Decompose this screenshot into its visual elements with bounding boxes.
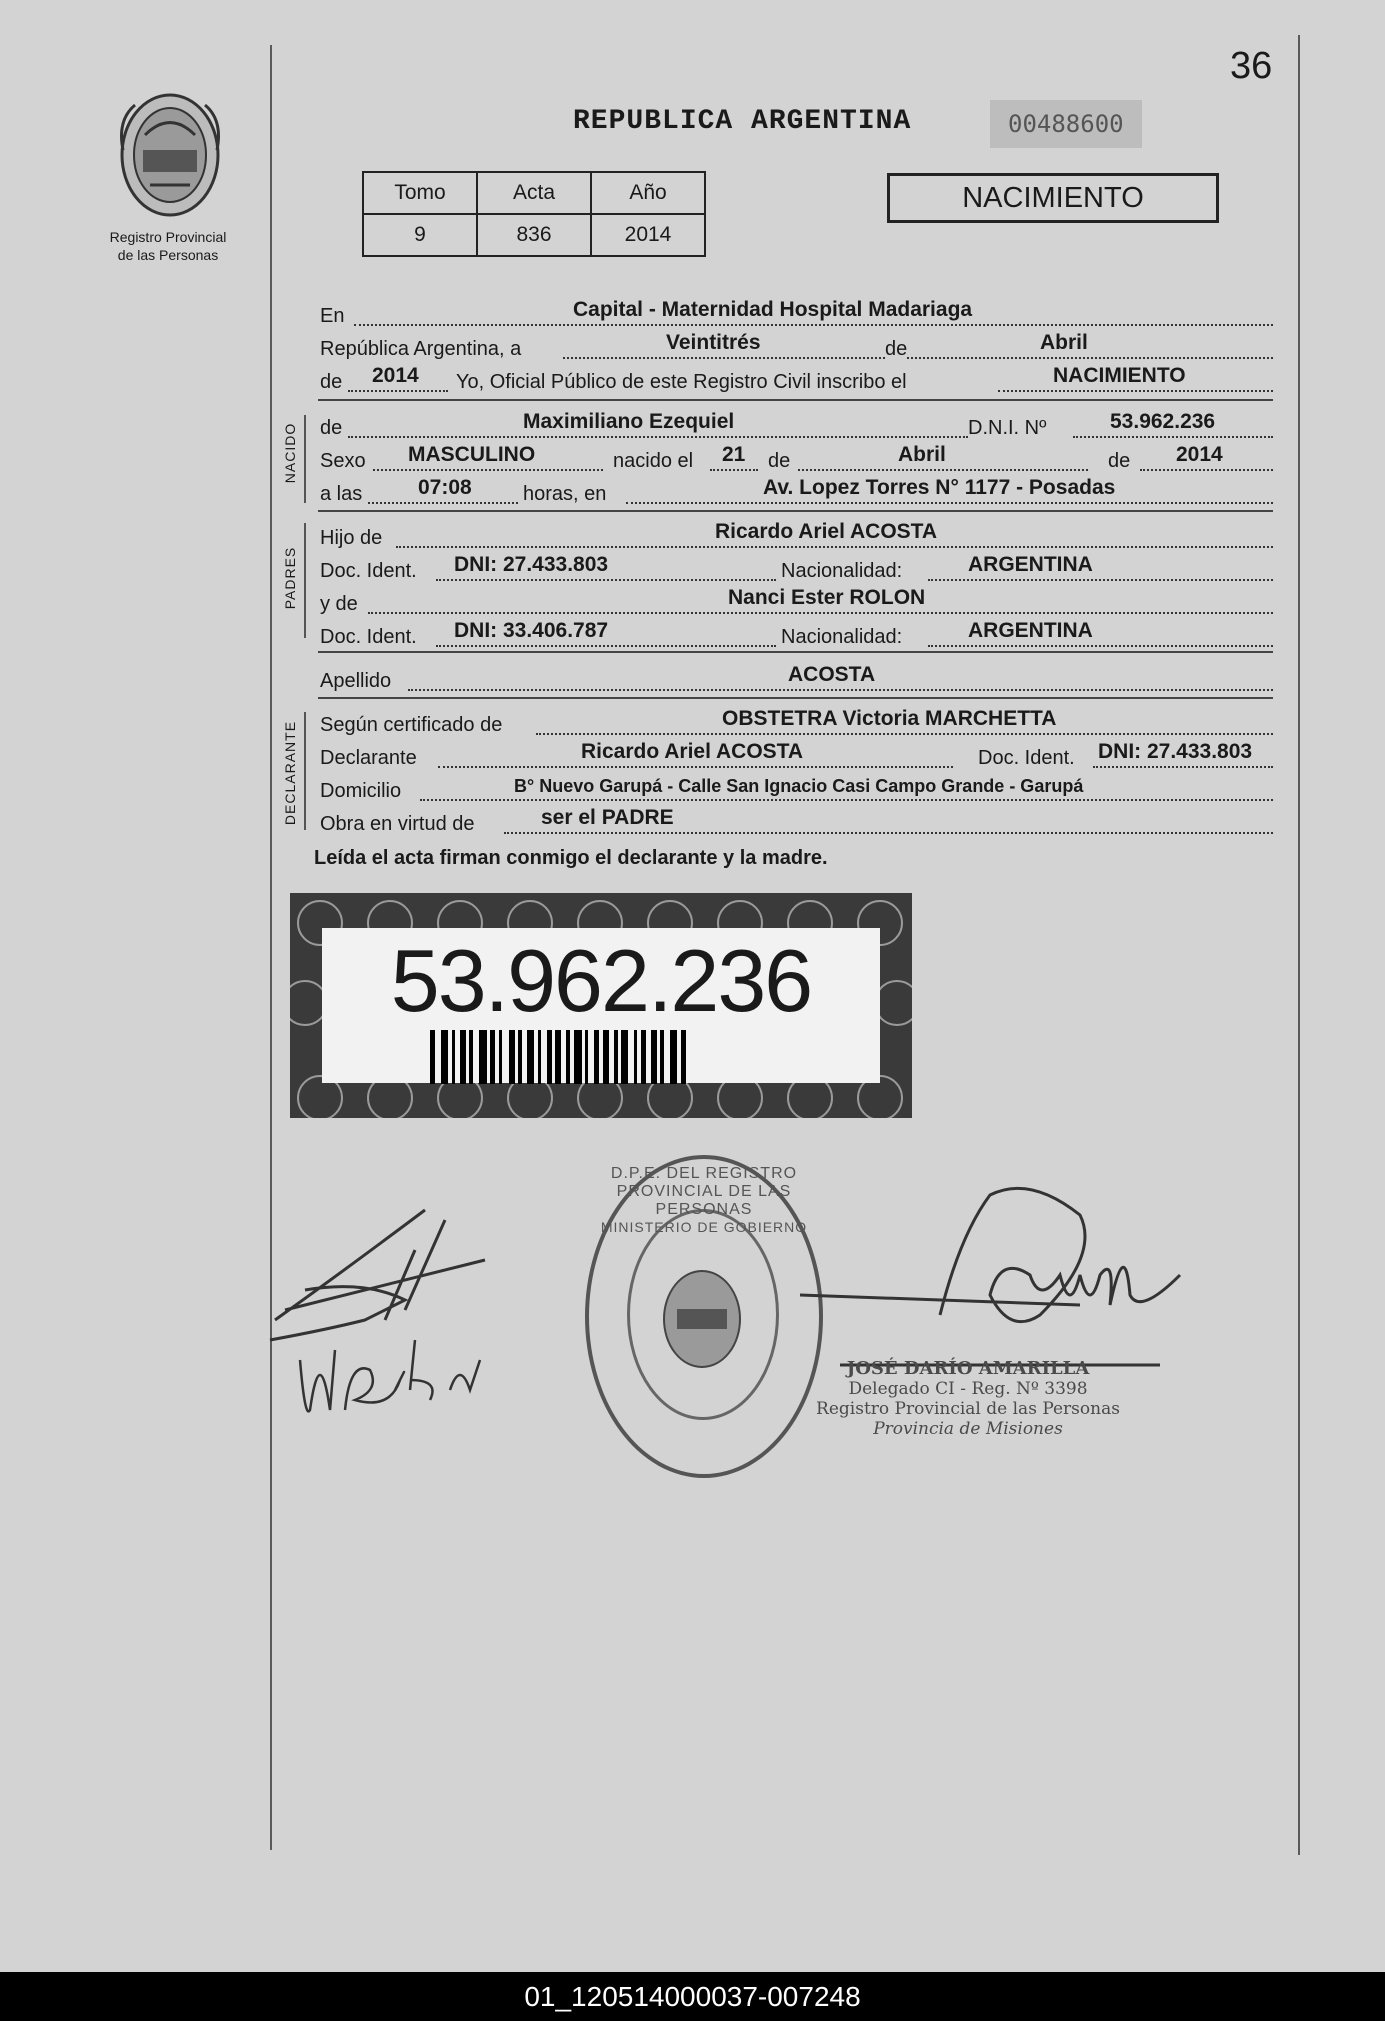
dotted-line (408, 689, 1273, 691)
label-declarante: Declarante (320, 747, 417, 769)
header-anio: Año (591, 172, 705, 214)
row-date (318, 331, 1273, 361)
dni-sticker (290, 893, 912, 1118)
row-mother-doc (318, 619, 1273, 649)
value-mother-nat: ARGENTINA (968, 619, 1093, 642)
row-sexo (318, 443, 1273, 473)
label-domicilio: Domicilio (320, 780, 402, 802)
value-birth-year: 2014 (1176, 443, 1223, 466)
row-certificado (318, 707, 1273, 737)
label-de-year2: de (1108, 450, 1131, 472)
document-title: REPUBLICA ARGENTINA (573, 106, 912, 137)
footer-filename: 01_120514000037-007248 (0, 1972, 1385, 2021)
dotted-line (626, 502, 1273, 504)
label-de: de (885, 338, 908, 360)
value-father-nat: ARGENTINA (968, 553, 1093, 576)
value-apellido: ACOSTA (788, 663, 876, 686)
section-label-nacido: NACIDO (282, 422, 298, 484)
org-line-1: Registro Provincial (109, 229, 227, 245)
label-doc-ident-3: Doc. Ident. (978, 747, 1075, 769)
province-seal-icon (115, 90, 225, 225)
dotted-line (368, 502, 518, 504)
dotted-line (563, 357, 1273, 359)
dotted-line (710, 469, 758, 471)
dotted-line (928, 579, 1273, 581)
row-declarante (318, 740, 1273, 770)
dotted-line (504, 832, 1273, 834)
value-mother-doc: DNI: 33.406.787 (454, 619, 609, 642)
section-bracket (304, 523, 306, 638)
value-cert: OBSTETRA Victoria MARCHETTA (722, 707, 1057, 730)
value-inscribo: NACIMIENTO (1053, 364, 1186, 387)
stamp-ring-text: D.P.E. DEL REGISTRO PROVINCIAL DE LAS PERSONAS (610, 1165, 798, 1218)
value-place: Capital - Maternidad Hospital Madariaga (573, 298, 973, 321)
value-birth-day: 21 (722, 443, 746, 466)
separator (318, 510, 1273, 512)
record-type-box: NACIMIENTO (887, 173, 1219, 223)
row-father-doc (318, 553, 1273, 583)
value-time: 07:08 (418, 476, 472, 499)
value-acta: 836 (477, 214, 591, 256)
separator (318, 697, 1273, 699)
dotted-line (373, 469, 603, 471)
left-margin-line (270, 45, 272, 1850)
row-obra (318, 806, 1273, 836)
serial-number: 00488600 (990, 100, 1142, 148)
official-org: Registro Provincial de las Personas (816, 1399, 1120, 1419)
dotted-line (354, 324, 1273, 326)
row-place (318, 298, 1273, 328)
official-block (808, 1358, 1128, 1439)
label-horas: horas, en (523, 483, 607, 505)
value-father-doc: DNI: 27.433.803 (454, 553, 609, 576)
label-hijo-de: Hijo de (320, 527, 383, 549)
value-child-name: Maximiliano Ezequiel (523, 410, 735, 433)
header-acta: Acta (477, 172, 591, 214)
value-month: Abril (1040, 331, 1088, 354)
dotted-line (798, 469, 1088, 471)
value-declarante-doc: DNI: 27.433.803 (1098, 740, 1253, 763)
label-de-name: de (320, 417, 343, 439)
value-dni: 53.962.236 (1110, 410, 1216, 433)
barcode-icon (430, 1030, 686, 1084)
label-a-las: a las (320, 483, 363, 505)
dni-sticker-number: 53.962.236 (390, 931, 812, 1030)
dotted-line (436, 645, 776, 647)
row-time (318, 476, 1273, 506)
org-line-2: de las Personas (117, 247, 219, 263)
separator (318, 399, 1273, 401)
page-number: 36 (1230, 45, 1273, 87)
value-day-words: Veintitrés (666, 331, 761, 354)
label-y-de: y de (320, 593, 358, 615)
dotted-line (348, 390, 448, 392)
label-sexo: Sexo (320, 450, 366, 472)
mother-signature-icon (290, 1320, 500, 1430)
dotted-line (396, 546, 1273, 548)
label-doc-ident-2: Doc. Ident. (320, 626, 417, 648)
closing-text: Leída el acta firman conmigo el declarante y la madre. (314, 847, 828, 869)
label-apellido: Apellido (320, 670, 392, 692)
row-mother (318, 586, 1273, 616)
label-yo: Yo, Oficial Público de este Registro Civil inscribo el (456, 371, 907, 393)
dotted-line (420, 799, 1273, 801)
value-birth-address: Av. Lopez Torres N° 1177 - Posadas (763, 476, 1116, 499)
row-name (318, 410, 1273, 440)
label-de-month: de (768, 450, 791, 472)
row-father (318, 520, 1273, 550)
label-dni: D.N.I. Nº (968, 417, 1047, 439)
section-label-padres: PADRES (282, 546, 298, 610)
value-domicilio: B° Nuevo Garupá - Calle San Ignacio Casi Campo Grande - Garupá (514, 776, 1084, 796)
dotted-line (436, 579, 776, 581)
row-inscribo (318, 364, 1273, 394)
label-de-year: de (320, 371, 343, 393)
label-doc-ident: Doc. Ident. (320, 560, 417, 582)
label-republica: República Argentina, a (320, 338, 522, 360)
record-table-values (363, 214, 705, 256)
value-mother: Nanci Ester ROLON (728, 586, 926, 609)
value-father: Ricardo Ariel ACOSTA (715, 520, 938, 543)
dotted-line (438, 766, 953, 768)
official-signature-icon (780, 1175, 1190, 1385)
section-bracket (304, 712, 306, 830)
dotted-line (368, 612, 1273, 614)
dotted-line (1093, 766, 1273, 768)
official-province: Provincia de Misiones (873, 1419, 1063, 1439)
value-birth-month: Abril (898, 443, 946, 466)
row-domicilio (318, 773, 1273, 803)
separator (318, 651, 1273, 653)
row-apellido (318, 663, 1273, 693)
dotted-line (1140, 469, 1273, 471)
dotted-line (1073, 436, 1273, 438)
record-table (362, 171, 706, 257)
label-nacido-el: nacido el (613, 450, 694, 472)
value-tomo: 9 (363, 214, 477, 256)
label-segun-cert: Según certificado de (320, 714, 503, 736)
value-year: 2014 (372, 364, 419, 387)
record-table-header (363, 172, 705, 214)
label-nacionalidad: Nacionalidad: (781, 560, 903, 582)
dotted-line (348, 436, 968, 438)
dotted-line (998, 390, 1273, 392)
value-sexo: MASCULINO (408, 443, 536, 466)
official-role: Delegado CI - Reg. Nº 3398 (848, 1379, 1088, 1399)
official-name: JOSÉ DARÍO AMARILLA (846, 1358, 1090, 1379)
label-obra: Obra en virtud de (320, 813, 475, 835)
org-name (88, 228, 248, 264)
value-anio: 2014 (591, 214, 705, 256)
right-margin-line (1298, 35, 1300, 1855)
dni-sticker-inner (322, 928, 880, 1083)
header-tomo: Tomo (363, 172, 477, 214)
dotted-line (536, 733, 1273, 735)
label-nacionalidad-2: Nacionalidad: (781, 626, 903, 648)
stamp-inner-text: MINISTERIO DE GOBIERNO (600, 1219, 808, 1235)
value-declarante: Ricardo Ariel ACOSTA (581, 740, 804, 763)
section-bracket (304, 415, 306, 503)
label-en: En (320, 305, 345, 327)
section-label-declarante: DECLARANTE (282, 720, 298, 826)
value-obra: ser el PADRE (541, 806, 674, 829)
dotted-line (928, 645, 1273, 647)
